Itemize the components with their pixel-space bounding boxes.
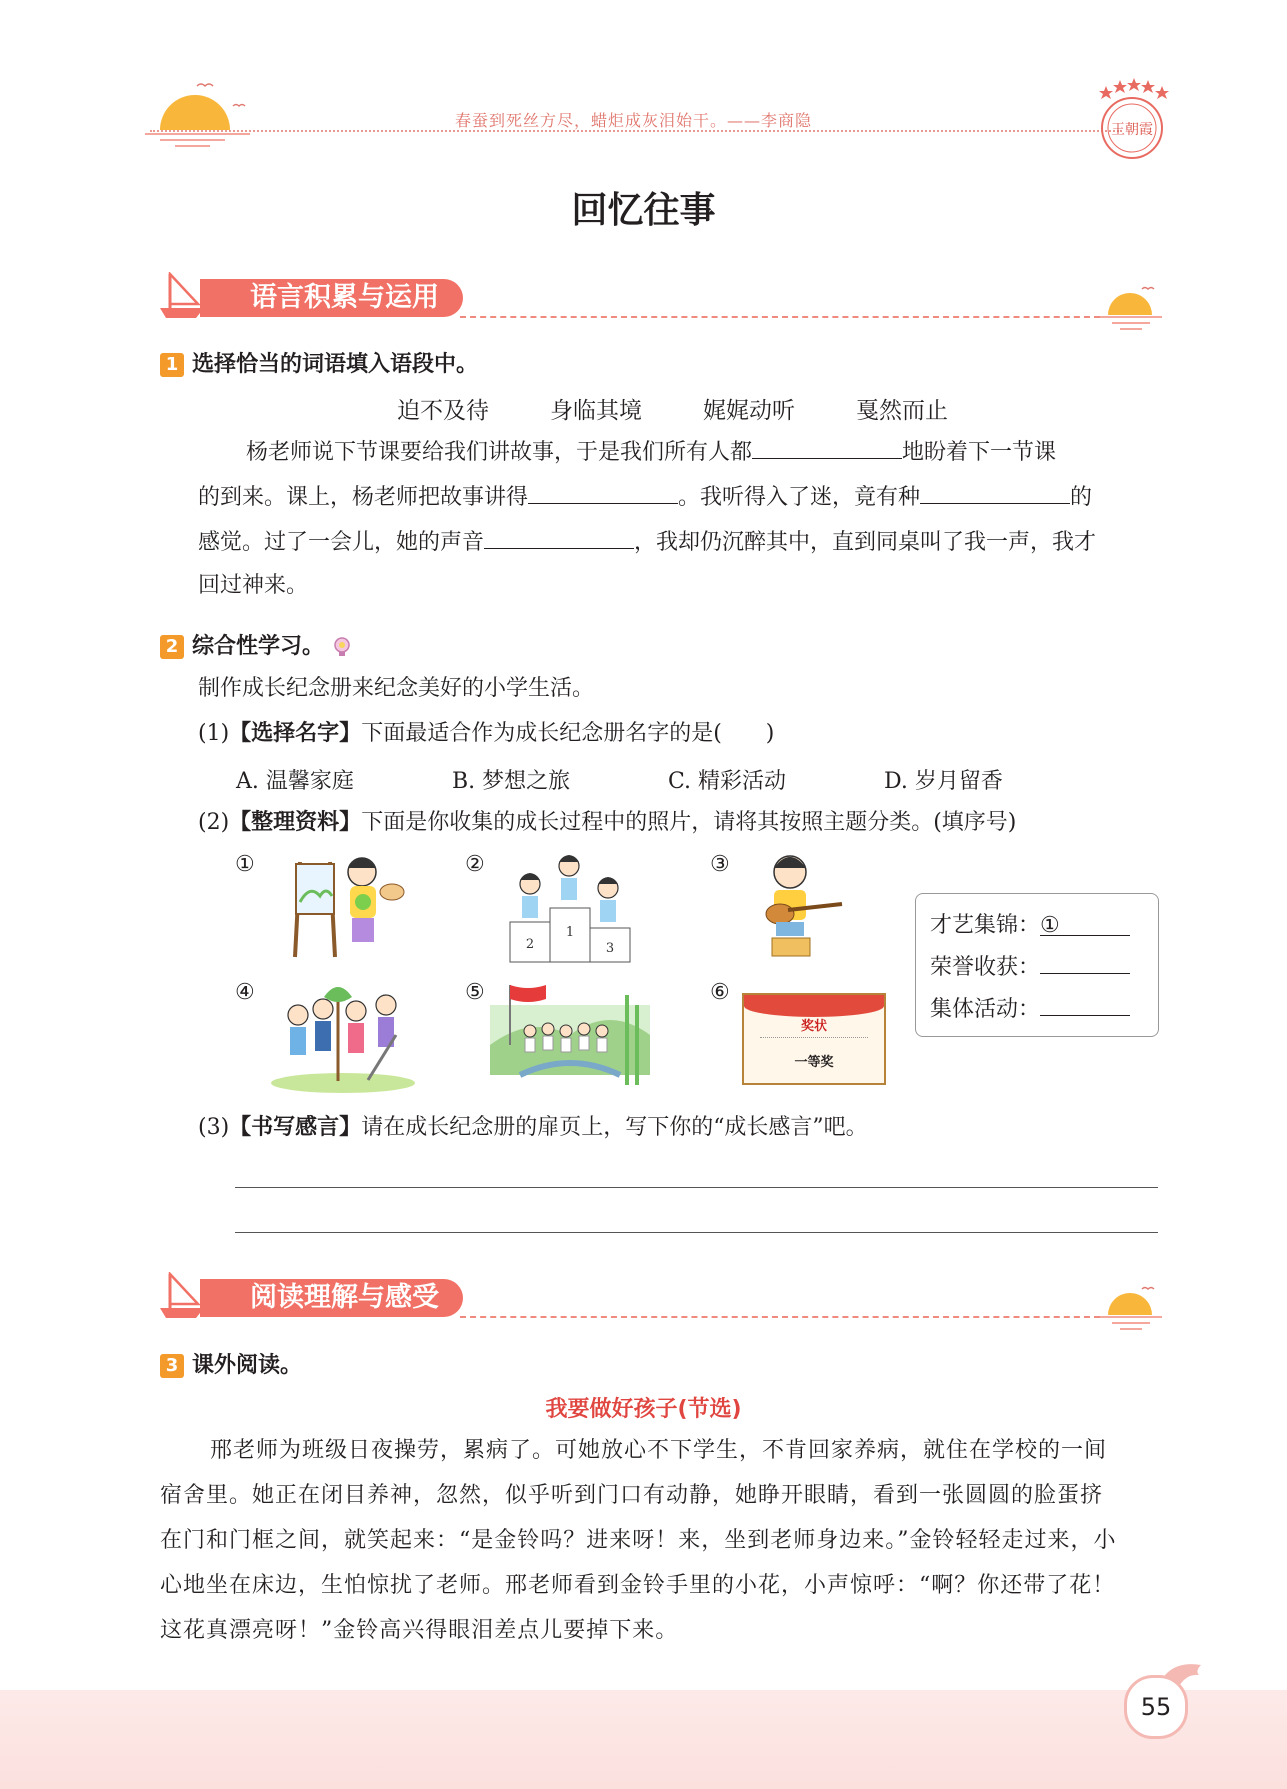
- q2-part2: (2)【整理资料】下面是你收集的成长过程中的照片，请将其按照主题分类。(填序号): [198, 810, 1017, 835]
- passage-line-2: 的到来。课上，杨老师把故事讲得 。我听得入了迷，竟有种 的: [198, 481, 1092, 513]
- passage-line-4: 回过神来。: [198, 573, 309, 598]
- sunset-icon: [1100, 1283, 1162, 1333]
- option-b[interactable]: B. 梦想之旅: [452, 769, 571, 794]
- category-answer-box: [915, 893, 1159, 1037]
- option-c[interactable]: C. 精彩活动: [668, 769, 787, 794]
- section-banner-reading: 阅读理解与感受: [200, 1279, 463, 1317]
- fill-blank-3[interactable]: [920, 481, 1070, 504]
- category-honor: 荣誉收获：: [930, 950, 1130, 981]
- question-2-heading: [160, 629, 352, 660]
- writing-line-2[interactable]: [235, 1232, 1158, 1233]
- question-number-badge: 2: [160, 635, 184, 659]
- option-a[interactable]: A. 温馨家庭: [236, 769, 354, 794]
- category-honor-input[interactable]: [1040, 951, 1130, 974]
- question-1-heading: [160, 347, 478, 378]
- picture-label-1: ①: [235, 852, 255, 877]
- section-divider: [460, 316, 1100, 318]
- word-choice-4: 戛然而止: [856, 398, 948, 424]
- fill-blank-1[interactable]: [752, 436, 902, 459]
- header-motto: 春蚕到死丝方尽，蜡炬成灰泪始干。——李商隐: [455, 111, 813, 130]
- guitar-child-illustration: [750, 852, 850, 960]
- section-divider: [460, 1316, 1100, 1318]
- question-1-title: 选择恰当的词语填入语段中。: [192, 352, 479, 377]
- certificate-title: 奖状: [800, 1019, 827, 1034]
- page-title: 回忆往事: [571, 190, 716, 231]
- painting-child-illustration: [290, 852, 410, 962]
- question-2-title: 综合性学习。: [192, 634, 325, 659]
- page-number: 55: [1124, 1675, 1188, 1739]
- q2-intro: 制作成长纪念册来纪念美好的小学生活。: [198, 676, 595, 701]
- svg-text:1: 1: [565, 925, 575, 940]
- story-title: 我要做好孩子(节选): [545, 1397, 742, 1422]
- picture-label-2: ②: [465, 852, 485, 877]
- q2-part1: (1)【选择名字】下面最适合作为成长纪念册名字的是( ): [198, 721, 775, 746]
- question-number-badge: 3: [160, 1354, 184, 1378]
- category-group: 集体活动：: [930, 992, 1130, 1023]
- question-3-title: 课外阅读。: [192, 1353, 303, 1378]
- certificate-award: 一等奖: [794, 1055, 834, 1070]
- sunset-decoration: [145, 78, 255, 150]
- picture-label-6: ⑥: [710, 980, 730, 1005]
- tree-planting-illustration: [268, 975, 418, 1095]
- footer-band: [0, 1690, 1287, 1789]
- option-d[interactable]: D. 岁月留香: [884, 769, 1003, 794]
- question-3-heading: [160, 1348, 302, 1379]
- q2-part3: (3)【书写感言】请在成长纪念册的扉页上，写下你的“成长感言”吧。: [198, 1115, 868, 1140]
- section-banner-language: 语言积累与运用: [200, 279, 463, 317]
- word-choice-3: 娓娓动听: [703, 398, 795, 424]
- story-line-4: 心地坐在床边，生怕惊扰了老师。邢老师看到金铃手里的小花，小声惊呼：“啊？你还带了花！: [160, 1573, 1116, 1598]
- category-group-input[interactable]: [1040, 993, 1130, 1016]
- picture-label-3: ③: [710, 852, 730, 877]
- svg-text:3: 3: [605, 941, 615, 956]
- passage-line-3: 感觉。过了一会儿，她的声音 ，我却仍沉醉其中，直到同桌叫了我一声，我才: [198, 526, 1096, 558]
- writing-line-1[interactable]: [235, 1187, 1158, 1188]
- story-line-2: 宿舍里。她正在闭目养神，忽然，似乎听到门口有动静，她睁开眼睛，看到一张圆圆的脸蛋挤: [160, 1483, 1104, 1508]
- passage-line-1: 杨老师说下节课要给我们讲故事，于是我们所有人都 地盼着下一节课: [246, 436, 1056, 468]
- award-certificate-illustration: [742, 993, 886, 1085]
- question-number-badge: 1: [160, 353, 184, 377]
- brand-seal-logo: [1092, 76, 1172, 166]
- picture-label-4: ④: [235, 980, 255, 1005]
- fill-blank-4[interactable]: [484, 526, 634, 549]
- svg-text:王朝霞: 王朝霞: [1111, 122, 1153, 138]
- sunset-icon: [1100, 283, 1162, 333]
- lightbulb-icon: [332, 636, 352, 658]
- fill-blank-2[interactable]: [528, 481, 678, 504]
- word-choice-1: 迫不及待: [397, 398, 489, 424]
- picture-label-5: ⑤: [465, 980, 485, 1005]
- podium-award-illustration: [505, 852, 635, 964]
- story-line-5: 这花真漂亮呀！”金铃高兴得眼泪差点儿要掉下来。: [160, 1618, 679, 1643]
- story-line-1: 邢老师为班级日夜操劳，累病了。可她放心不下学生，不肯回家养病，就住在学校的一间: [210, 1438, 1108, 1463]
- word-choice-2: 身临其境: [550, 398, 642, 424]
- svg-text:2: 2: [525, 937, 535, 952]
- group-outing-illustration: [490, 975, 650, 1090]
- category-talent-input[interactable]: ①: [1040, 913, 1130, 936]
- story-line-3: 在门和门框之间，就笑起来：“是金铃吗？进来呀！来，坐到老师身边来。”金铃轻轻走过来，小: [160, 1528, 1117, 1553]
- category-talent: 才艺集锦：①: [930, 908, 1130, 939]
